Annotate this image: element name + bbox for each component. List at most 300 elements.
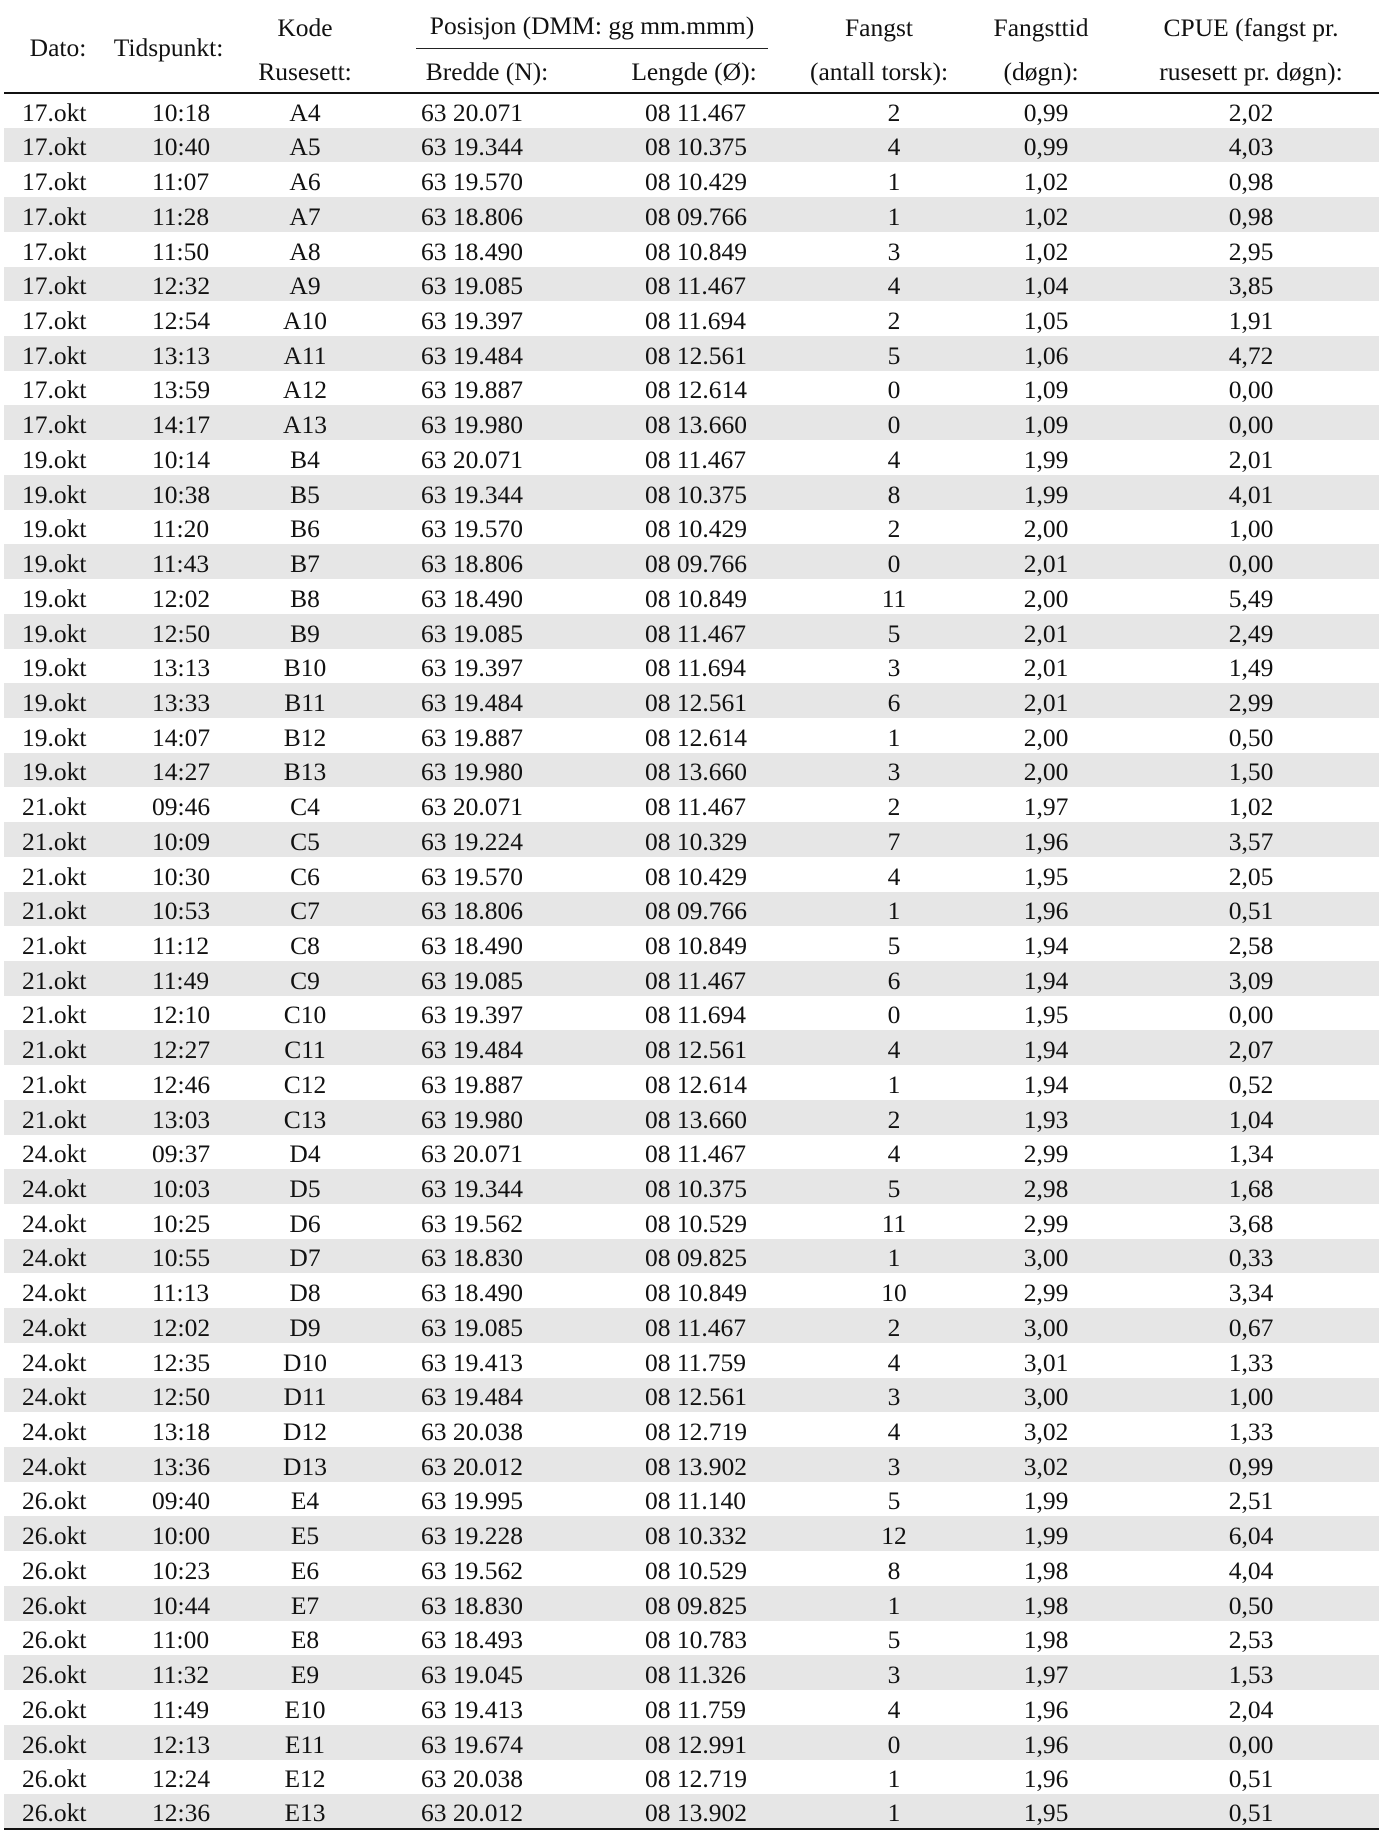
time-cell: 13:36 <box>112 1447 225 1482</box>
time-cell: 12:50 <box>112 1378 225 1413</box>
code-cell: A10 <box>283 306 327 336</box>
longitude-cell: 08 11.467 <box>645 97 747 127</box>
table-row <box>4 857 1379 892</box>
latitude-cell: 63 19.887 <box>421 722 523 752</box>
header-dato: Dato: <box>4 0 112 93</box>
longitude-cell: 08 11.140 <box>645 1486 747 1516</box>
catch-cell: 8 <box>799 475 959 510</box>
latitude-cell: 63 20.012 <box>385 1794 589 1829</box>
header-fangst-line1: Fangst <box>845 12 914 42</box>
table-row <box>4 1621 1379 1656</box>
date-cell: 26.okt <box>4 1725 112 1760</box>
time-cell: 13:18 <box>152 1417 211 1447</box>
longitude-cell: 08 11.467 <box>589 267 799 302</box>
code-cell: E10 <box>284 1694 326 1724</box>
date-cell: 24.okt <box>22 1139 87 1169</box>
catch-time-cell: 1,02 <box>1023 236 1069 266</box>
code-cell: E12 <box>284 1764 326 1794</box>
latitude-cell: 63 19.980 <box>385 1100 589 1135</box>
latitude-cell: 63 19.887 <box>421 1069 523 1099</box>
catch-time-cell: 2,00 <box>1023 514 1069 544</box>
catch-cell: 4 <box>799 1030 959 1065</box>
catch-time-cell: 1,99 <box>959 1516 1123 1551</box>
code-cell: E11 <box>225 1725 385 1760</box>
catch-time-cell: 1,99 <box>1023 444 1069 474</box>
date-cell: 21.okt <box>22 930 87 960</box>
longitude-cell: 08 11.467 <box>589 1308 799 1343</box>
code-cell: D10 <box>283 1347 327 1377</box>
date-cell: 21.okt <box>22 861 87 891</box>
catch-time-cell: 1,94 <box>1023 1069 1069 1099</box>
date-cell: 21.okt <box>4 1030 112 1065</box>
catch-time-cell: 3,00 <box>959 1239 1123 1274</box>
longitude-cell: 08 11.326 <box>589 1655 799 1690</box>
table-row <box>4 1030 1379 1065</box>
table-row <box>4 93 1379 128</box>
table-row <box>4 1794 1379 1829</box>
longitude-cell: 08 10.375 <box>589 475 799 510</box>
table-row <box>4 1343 1379 1378</box>
date-cell: 26.okt <box>4 1586 112 1621</box>
cpue-cell: 1,33 <box>1228 1347 1274 1377</box>
table-row <box>4 336 1379 371</box>
table-row <box>4 1378 1379 1413</box>
longitude-cell: 08 10.849 <box>645 583 747 613</box>
code-cell: C6 <box>290 861 320 891</box>
code-cell: B6 <box>290 514 320 544</box>
catch-cell: 4 <box>887 1139 901 1169</box>
catch-time-cell: 1,96 <box>1023 1694 1069 1724</box>
cpue-cell: 1,00 <box>1228 514 1274 544</box>
catch-time-cell: 1,04 <box>959 267 1123 302</box>
code-cell: C10 <box>283 1000 327 1030</box>
table-row <box>4 1516 1379 1551</box>
catch-cell: 4 <box>887 1347 901 1377</box>
longitude-cell: 08 11.694 <box>645 1000 747 1030</box>
cpue-cell: 2,58 <box>1228 930 1274 960</box>
table-row <box>4 1760 1379 1795</box>
catch-cell: 4 <box>799 128 959 163</box>
time-cell: 12:27 <box>112 1030 225 1065</box>
longitude-cell: 08 10.429 <box>645 167 747 197</box>
catch-time-cell: 1,96 <box>1023 1764 1069 1794</box>
catch-cell: 1 <box>799 1586 959 1621</box>
cpue-cell: 0,98 <box>1123 197 1379 232</box>
latitude-cell: 63 20.071 <box>421 97 523 127</box>
date-cell: 19.okt <box>22 514 87 544</box>
catch-cell: 4 <box>887 1694 901 1724</box>
code-cell: B10 <box>283 653 327 683</box>
catch-time-cell: 2,01 <box>959 614 1123 649</box>
time-cell: 09:37 <box>152 1139 211 1169</box>
table-row <box>4 1551 1379 1586</box>
catch-time-cell: 1,99 <box>1023 1486 1069 1516</box>
table-row <box>4 197 1379 232</box>
catch-cell: 1 <box>887 722 901 752</box>
time-cell: 13:03 <box>112 1100 225 1135</box>
table-row <box>4 1655 1379 1690</box>
table-row <box>4 475 1379 510</box>
time-cell: 12:50 <box>112 614 225 649</box>
latitude-cell: 63 19.995 <box>421 1486 523 1516</box>
code-cell: A5 <box>225 128 385 163</box>
table-row <box>4 822 1379 857</box>
code-cell: E4 <box>290 1486 320 1516</box>
latitude-cell: 63 18.490 <box>421 1278 523 1308</box>
longitude-cell: 08 11.467 <box>645 1139 747 1169</box>
latitude-cell: 63 19.397 <box>421 1000 523 1030</box>
code-cell: A13 <box>225 405 385 440</box>
longitude-cell: 08 13.660 <box>589 1100 799 1135</box>
header-posisjon-label: Posisjon (DMM: gg mm.mmm) <box>416 8 768 49</box>
catch-cell: 1 <box>799 197 959 232</box>
catch-time-cell: 1,95 <box>959 1794 1123 1829</box>
code-cell: A4 <box>289 97 321 127</box>
cpue-cell: 2,07 <box>1123 1030 1379 1065</box>
latitude-cell: 63 20.071 <box>421 1139 523 1169</box>
time-cell: 13:13 <box>112 336 225 371</box>
cpue-cell: 1,00 <box>1123 1378 1379 1413</box>
date-cell: 19.okt <box>4 614 112 649</box>
catch-time-cell: 3,02 <box>1023 1417 1069 1447</box>
date-cell: 19.okt <box>4 544 112 579</box>
catch-cell: 5 <box>887 930 901 960</box>
time-cell: 14:17 <box>112 405 225 440</box>
longitude-cell: 08 11.694 <box>645 306 747 336</box>
cpue-cell: 0,51 <box>1123 892 1379 927</box>
cpue-cell: 1,50 <box>1123 753 1379 788</box>
date-cell: 19.okt <box>4 683 112 718</box>
date-cell: 24.okt <box>22 1208 87 1238</box>
cpue-cell: 0,51 <box>1228 1764 1274 1794</box>
table-row <box>4 1308 1379 1343</box>
cpue-cell: 1,33 <box>1228 1417 1274 1447</box>
time-cell: 14:27 <box>112 753 225 788</box>
date-cell: 26.okt <box>22 1625 87 1655</box>
catch-time-cell: 2,99 <box>1023 1278 1069 1308</box>
catch-time-cell: 1,93 <box>959 1100 1123 1135</box>
date-cell: 21.okt <box>22 792 87 822</box>
latitude-cell: 63 19.980 <box>385 753 589 788</box>
time-cell: 11:49 <box>112 961 225 996</box>
cpue-cell: 0,50 <box>1123 1586 1379 1621</box>
time-cell: 09:46 <box>152 792 211 822</box>
latitude-cell: 63 18.806 <box>385 197 589 232</box>
code-cell: A6 <box>289 167 321 197</box>
table-row <box>4 1204 1379 1239</box>
latitude-cell: 63 19.085 <box>385 267 589 302</box>
catch-time-cell: 2,99 <box>1023 1208 1069 1238</box>
longitude-cell: 08 10.529 <box>645 1208 747 1238</box>
longitude-cell: 08 09.825 <box>589 1586 799 1621</box>
time-cell: 11:50 <box>152 236 210 266</box>
cpue-cell: 0,98 <box>1228 167 1274 197</box>
cpue-cell: 1,02 <box>1228 792 1274 822</box>
longitude-cell: 08 11.467 <box>645 444 747 474</box>
time-cell: 12:46 <box>152 1069 211 1099</box>
latitude-cell: 63 19.484 <box>385 683 589 718</box>
catch-time-cell: 0,99 <box>959 128 1123 163</box>
date-cell: 21.okt <box>4 892 112 927</box>
code-cell: B7 <box>225 544 385 579</box>
table-header <box>4 0 1379 93</box>
latitude-cell: 63 19.887 <box>421 375 523 405</box>
table-row <box>4 892 1379 927</box>
catch-cell: 6 <box>799 683 959 718</box>
table-row <box>4 301 1379 336</box>
table-row <box>4 1482 1379 1517</box>
cpue-cell: 4,04 <box>1228 1555 1274 1585</box>
catch-time-cell: 2,00 <box>959 753 1123 788</box>
date-cell: 21.okt <box>22 1069 87 1099</box>
cpue-cell: 0,00 <box>1228 375 1274 405</box>
catch-cell: 3 <box>887 653 901 683</box>
date-cell: 24.okt <box>22 1347 87 1377</box>
time-cell: 11:43 <box>112 544 225 579</box>
table-row <box>4 961 1379 996</box>
longitude-cell: 08 12.614 <box>645 375 747 405</box>
table-row <box>4 649 1379 684</box>
cpue-cell: 1,04 <box>1123 1100 1379 1135</box>
catch-time-cell: 2,01 <box>1023 653 1069 683</box>
longitude-cell: 08 10.332 <box>589 1516 799 1551</box>
catch-time-cell: 1,94 <box>959 961 1123 996</box>
code-cell: B12 <box>283 722 327 752</box>
latitude-cell: 63 18.830 <box>385 1239 589 1274</box>
date-cell: 26.okt <box>22 1764 87 1794</box>
header-cpue-line2: rusesett pr. døgn): <box>1123 51 1379 93</box>
cpue-cell: 2,04 <box>1228 1694 1274 1724</box>
time-cell: 12:02 <box>152 583 211 613</box>
catch-time-cell: 3,01 <box>1023 1347 1069 1377</box>
cpue-cell: 4,72 <box>1123 336 1379 371</box>
date-cell: 24.okt <box>4 1239 112 1274</box>
latitude-cell: 63 19.085 <box>385 614 589 649</box>
latitude-cell: 63 20.038 <box>421 1764 523 1794</box>
code-cell: E9 <box>225 1655 385 1690</box>
table-row <box>4 371 1379 406</box>
table-row <box>4 405 1379 440</box>
catch-cell: 11 <box>881 583 907 613</box>
catch-cell: 2 <box>887 306 901 336</box>
longitude-cell: 08 11.467 <box>589 614 799 649</box>
catch-time-cell: 1,97 <box>1023 792 1069 822</box>
longitude-cell: 08 11.759 <box>645 1694 747 1724</box>
time-cell: 10:30 <box>152 861 211 891</box>
catch-time-cell: 1,96 <box>959 892 1123 927</box>
latitude-cell: 63 19.344 <box>385 128 589 163</box>
cpue-cell: 3,34 <box>1228 1278 1274 1308</box>
longitude-cell: 08 12.614 <box>645 1069 747 1099</box>
cpue-cell: 4,03 <box>1123 128 1379 163</box>
time-cell: 10:40 <box>112 128 225 163</box>
code-cell: D13 <box>225 1447 385 1482</box>
table-row <box>4 1690 1379 1725</box>
catch-time-cell: 2,00 <box>1023 583 1069 613</box>
time-cell: 11:28 <box>112 197 225 232</box>
catch-time-cell: 1,06 <box>959 336 1123 371</box>
longitude-cell: 08 10.375 <box>589 128 799 163</box>
latitude-cell: 63 19.980 <box>385 405 589 440</box>
code-cell: A7 <box>225 197 385 232</box>
cpue-cell: 2,05 <box>1228 861 1274 891</box>
catch-cell: 3 <box>799 753 959 788</box>
cpue-cell: 1,53 <box>1123 1655 1379 1690</box>
cpue-cell: 2,01 <box>1228 444 1274 474</box>
code-cell: D11 <box>225 1378 385 1413</box>
table-row <box>4 267 1379 302</box>
table-row <box>4 1725 1379 1760</box>
code-cell: A9 <box>225 267 385 302</box>
latitude-cell: 63 19.413 <box>421 1347 523 1377</box>
code-cell: A8 <box>289 236 321 266</box>
date-cell: 26.okt <box>4 1794 112 1829</box>
catch-time-cell: 2,01 <box>959 683 1123 718</box>
code-cell: C4 <box>290 792 320 822</box>
catch-cell: 0 <box>799 405 959 440</box>
table-row <box>4 1412 1379 1447</box>
header-kode-line2: Rusesett: <box>225 51 385 93</box>
cpue-cell: 6,04 <box>1123 1516 1379 1551</box>
catch-cell: 1 <box>887 1069 901 1099</box>
latitude-cell: 63 20.071 <box>421 444 523 474</box>
time-cell: 11:32 <box>112 1655 225 1690</box>
catch-cell: 2 <box>887 792 901 822</box>
catch-cell: 0 <box>799 1725 959 1760</box>
latitude-cell: 63 19.674 <box>385 1725 589 1760</box>
table-row <box>4 1586 1379 1621</box>
cpue-cell: 0,00 <box>1228 1000 1274 1030</box>
cpue-cell: 3,57 <box>1123 822 1379 857</box>
catch-cell: 1 <box>799 892 959 927</box>
cpue-cell: 1,91 <box>1228 306 1274 336</box>
time-cell: 10:44 <box>112 1586 225 1621</box>
time-cell: 14:07 <box>152 722 211 752</box>
longitude-cell: 08 12.719 <box>645 1417 747 1447</box>
date-cell: 19.okt <box>22 583 87 613</box>
time-cell: 09:40 <box>152 1486 211 1516</box>
time-cell: 11:20 <box>152 514 210 544</box>
latitude-cell: 63 19.413 <box>421 1694 523 1724</box>
cpue-cell: 0,52 <box>1228 1069 1274 1099</box>
code-cell: C9 <box>225 961 385 996</box>
date-cell: 24.okt <box>4 1378 112 1413</box>
catch-time-cell: 1,94 <box>959 1030 1123 1065</box>
catch-cell: 11 <box>881 1208 907 1238</box>
date-cell: 19.okt <box>4 753 112 788</box>
date-cell: 17.okt <box>22 236 87 266</box>
time-cell: 11:07 <box>152 167 210 197</box>
cpue-cell: 2,53 <box>1228 1625 1274 1655</box>
date-cell: 19.okt <box>4 475 112 510</box>
longitude-cell: 08 09.825 <box>589 1239 799 1274</box>
catch-cell: 1 <box>887 1764 901 1794</box>
cpue-cell: 2,49 <box>1123 614 1379 649</box>
catch-cell: 4 <box>799 267 959 302</box>
time-cell: 12:02 <box>112 1308 225 1343</box>
time-cell: 10:53 <box>112 892 225 927</box>
catch-cell: 0 <box>887 375 901 405</box>
longitude-cell: 08 10.849 <box>645 1278 747 1308</box>
table-row <box>4 1135 1379 1170</box>
table-row <box>4 128 1379 163</box>
catch-time-cell: 2,01 <box>959 544 1123 579</box>
date-cell: 17.okt <box>4 267 112 302</box>
latitude-cell: 63 18.490 <box>421 930 523 960</box>
catch-cell: 5 <box>799 1169 959 1204</box>
catch-time-cell: 2,98 <box>959 1169 1123 1204</box>
catch-cell: 5 <box>887 1486 901 1516</box>
time-cell: 10:00 <box>112 1516 225 1551</box>
cpue-cell: 0,00 <box>1123 1725 1379 1760</box>
table-row <box>4 232 1379 267</box>
catch-cell: 0 <box>799 544 959 579</box>
latitude-cell: 63 19.562 <box>421 1208 523 1238</box>
catch-time-cell: 1,98 <box>1023 1625 1069 1655</box>
catch-cell: 2 <box>799 1100 959 1135</box>
catch-cell: 5 <box>799 336 959 371</box>
catch-cell: 1 <box>799 1239 959 1274</box>
date-cell: 17.okt <box>22 167 87 197</box>
time-cell: 10:38 <box>112 475 225 510</box>
cpue-cell: 4,01 <box>1123 475 1379 510</box>
table-row <box>4 1447 1379 1482</box>
header-fangst-line2: (antall torsk): <box>799 51 959 93</box>
code-cell: D8 <box>289 1278 321 1308</box>
latitude-cell: 63 19.344 <box>385 475 589 510</box>
code-cell: E7 <box>225 1586 385 1621</box>
catch-cell: 1 <box>887 167 901 197</box>
catch-time-cell: 1,02 <box>959 197 1123 232</box>
time-cell: 13:13 <box>152 653 211 683</box>
catch-time-cell: 3,02 <box>959 1447 1123 1482</box>
cpue-cell: 1,68 <box>1123 1169 1379 1204</box>
code-cell: E5 <box>225 1516 385 1551</box>
date-cell: 17.okt <box>4 197 112 232</box>
latitude-cell: 63 19.085 <box>385 1308 589 1343</box>
catch-cell: 4 <box>887 861 901 891</box>
header-tidspunkt: Tidspunkt: <box>112 0 225 93</box>
time-cell: 10:09 <box>112 822 225 857</box>
table-row <box>4 544 1379 579</box>
cpue-cell: 1,34 <box>1228 1139 1274 1169</box>
date-cell: 24.okt <box>4 1169 112 1204</box>
catch-cell: 8 <box>887 1555 901 1585</box>
cpue-cell: 3,85 <box>1123 267 1379 302</box>
longitude-cell: 08 09.766 <box>589 544 799 579</box>
longitude-cell: 08 10.429 <box>645 861 747 891</box>
date-cell: 24.okt <box>22 1417 87 1447</box>
header-fangsttid-line2: (døgn): <box>959 51 1123 93</box>
date-cell: 21.okt <box>22 1000 87 1030</box>
cpue-cell: 0,00 <box>1123 544 1379 579</box>
table-row <box>4 718 1379 753</box>
catch-time-cell: 1,95 <box>1023 1000 1069 1030</box>
time-cell: 12:24 <box>152 1764 211 1794</box>
catch-time-cell: 1,05 <box>1023 306 1069 336</box>
date-cell: 24.okt <box>22 1278 87 1308</box>
longitude-cell: 08 10.783 <box>645 1625 747 1655</box>
date-cell: 17.okt <box>22 97 87 127</box>
longitude-cell: 08 10.429 <box>645 514 747 544</box>
latitude-cell: 63 18.493 <box>421 1625 523 1655</box>
latitude-cell: 63 18.490 <box>421 236 523 266</box>
time-cell: 12:35 <box>152 1347 211 1377</box>
code-cell: D4 <box>289 1139 321 1169</box>
longitude-cell: 08 12.561 <box>589 1030 799 1065</box>
table-row <box>4 683 1379 718</box>
longitude-cell: 08 12.561 <box>589 1378 799 1413</box>
